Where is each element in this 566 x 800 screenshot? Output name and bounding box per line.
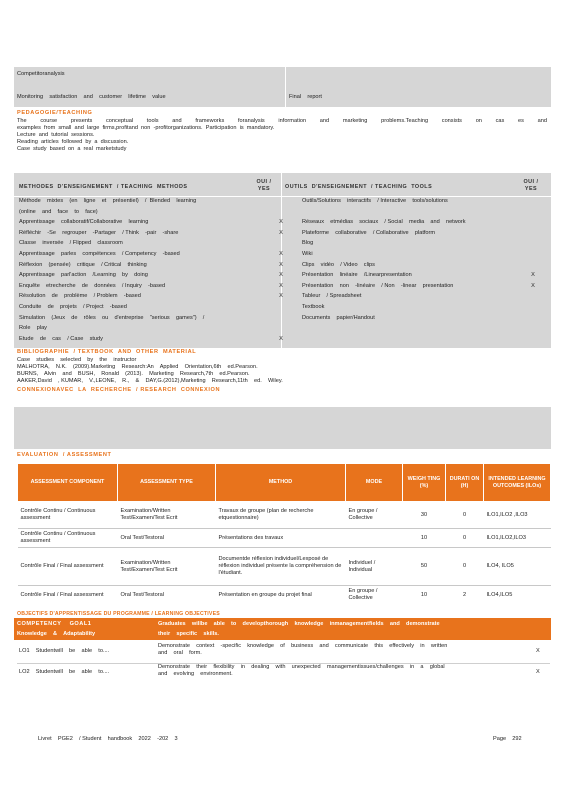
competitor-analysis-block — [14, 67, 551, 107]
tool-label: Tableur / Spreadsheet — [302, 293, 362, 300]
evaluation-row — [18, 529, 551, 548]
lo-text-line: Demonstrate context -specific knowledge of business and communicate this effectively in written — [158, 643, 448, 649]
tool-label: Documents papier/Handout — [302, 314, 375, 321]
assessment-method: Présentation en groupe du projet final — [216, 586, 346, 605]
pedagogie-heading: PEDAGOGIE/TEACHING — [17, 110, 93, 116]
learning-objective-row — [17, 643, 550, 664]
method-row — [17, 230, 550, 237]
method-row — [17, 293, 550, 300]
ilos: ILO4,ILO5 — [484, 586, 551, 605]
assessment-method: Travaux de groupe (plan de recherche etquestionnaire) — [216, 502, 346, 529]
bibliographie-text — [17, 357, 547, 385]
weighting: 30 — [403, 502, 446, 529]
competency-text-1: Graduates willbe able to developthorough knowledge inmanagementfields and demonstrate — [158, 621, 440, 627]
tool-label: Plateforme collaborative / Collaborative platform — [302, 229, 436, 236]
lo-text-line: Demonstrate their flexibility in dealing with unexpected managementissues/challenges in a global — [158, 664, 445, 670]
footer-page-number: Page 292 — [493, 736, 522, 742]
method-label: Classe inversée / Flipped classroom — [19, 240, 123, 247]
method-label: Apprentissage parles compétences / Competency -based — [19, 251, 180, 257]
ilos: ILO4, ILO5 — [484, 548, 551, 586]
method-label: Simulation (Jeux de rôles ou d'entreprise "serious games") / — [19, 314, 205, 321]
method-check: X — [279, 219, 283, 226]
method-label: Etude de cas / Case study — [19, 335, 103, 342]
competency-sub: Knowledge & Adaptability — [17, 631, 96, 637]
pedagogie-line: Reading articles followed by a discussion. — [17, 139, 129, 145]
tool-check: X — [531, 282, 535, 289]
method-row — [17, 262, 550, 269]
assessment-component: Contrôle Final / Final assessment — [18, 586, 118, 605]
tool-label: Présentation linéaire /Linearpresentation — [302, 272, 412, 279]
method-check: X — [279, 335, 283, 342]
methods-header: METHODES D'ENSEIGNEMENT / TEACHING METHODS — [19, 184, 188, 190]
pedagogie-line: The course presents conceptual tools and frameworks foranalysis information and marketing problems.Teaching consists on cas es and — [17, 118, 547, 124]
method-check: X — [279, 261, 283, 268]
method-row — [17, 209, 550, 216]
duration: 0 — [446, 529, 484, 548]
monitoring-line: Monitoring satisfaction and customer lifetime value — [17, 94, 166, 100]
method-check: X — [279, 251, 283, 257]
weighting: 10 — [403, 586, 446, 605]
tool-label: Présentation non -linéaire / Non -linear presentation — [302, 282, 454, 289]
method-check: X — [279, 293, 283, 300]
method-row — [17, 198, 550, 205]
evaluation-header-row — [18, 464, 551, 502]
pedagogie-line: examples from small and large firms,profitand non -profitorganizations. Participation is mandatory. — [17, 125, 275, 131]
bibliography-line: Case studies selected by the instructor — [17, 357, 137, 363]
method-label: Méthode mixtes (en ligne et présentiel) / Blended learning — [19, 198, 197, 204]
method-check: X — [279, 272, 283, 279]
method-label: Role play — [19, 325, 47, 332]
method-row — [17, 336, 550, 343]
method-label: (online and face to face) — [19, 208, 98, 215]
method-label: Apprentissage parl'action /Learning by doing — [19, 272, 148, 279]
competitor-analysis-title: Competitoranalysis — [17, 71, 65, 77]
block-divider — [285, 67, 286, 107]
connexion-heading: CONNEXIONAVEC LA RECHERCHE / RESEARCH CONNEXION — [17, 387, 221, 393]
col-duration: DURATI ON (H) — [446, 464, 484, 502]
tool-label: Textbook — [302, 304, 325, 310]
method-row — [17, 304, 550, 311]
assessment-method: Documentde réflexion individuel/Lexposé de réflexion individuel présente la compréhension de l'étudiant. — [216, 548, 346, 586]
col-weighting: WEIGH TING (%) — [403, 464, 446, 502]
learning-objective-row — [17, 664, 550, 684]
weighting: 10 — [403, 529, 446, 548]
weighting: 50 — [403, 548, 446, 586]
assessment-type: Oral Test/Testoral — [118, 586, 216, 605]
method-check: X — [279, 229, 283, 236]
tool-label: Réseaux etmédias sociaux / Social media and network — [302, 219, 466, 226]
evaluation-row — [18, 586, 551, 605]
tools-header: OUTILS D'ENSEIGNEMENT / TEACHING TOOLS — [285, 184, 433, 190]
tool-label: Wiki — [302, 251, 313, 257]
tool-label: Clips vidéo / Video clips — [302, 261, 375, 268]
bibliography-line: MALHOTRA, N.K. (2009).Marketing Research:An Applied Orientation,6th ed.Pearson. — [17, 364, 258, 370]
col-ilos: INTENDED LEARNING OUTCOMES (ILOs) — [484, 464, 551, 502]
assessment-type: Examination/Written Test/Examen/Test Ecrit — [118, 502, 216, 529]
method-label: Conduite de projets / Project -based — [19, 304, 127, 310]
competency-text-2: their specific skills. — [158, 631, 219, 637]
evaluation-body — [18, 502, 551, 605]
assessment-mode: En groupe / Collective — [346, 502, 403, 529]
footer-left: Livret PGE2 / Student handbook 2022 -202 3 — [38, 736, 178, 742]
method-row — [17, 219, 550, 226]
assessment-method: Présentations des travaux — [216, 529, 346, 548]
ilos: ILO1,ILO2,ILO3 — [484, 529, 551, 548]
assessment-component: Contrôle Final / Final assessment — [18, 548, 118, 586]
pedagogie-text — [17, 118, 547, 153]
assessment-mode — [346, 529, 403, 548]
assessment-type: Oral Test/Testoral — [118, 529, 216, 548]
duration: 0 — [446, 502, 484, 529]
method-label: Réfléchir -Se regrouper -Partager / Think -pair -share — [19, 229, 179, 236]
method-label: Apprentissage collaboratif/Collaborative learning — [19, 219, 149, 226]
duration: 2 — [446, 586, 484, 605]
method-row — [17, 283, 550, 290]
tools-oui-header: OUI / YES — [523, 179, 539, 192]
bibliography-line: AAKER,David , KUMAR, V.,LEONE, R., & DAY,G.(2012),Marketing Research,11th ed. Wiley. — [17, 378, 283, 384]
lo-check: X — [536, 648, 540, 654]
method-row — [17, 325, 550, 332]
evaluation-heading: EVALUATION / ASSESSMENT — [17, 452, 112, 458]
col-mode: MODE — [346, 464, 403, 502]
lo-code: LO1 Studentwill be able to.... — [19, 648, 110, 654]
ilos: ILO1,ILO2 ,ILO3 — [484, 502, 551, 529]
evaluation-table — [17, 463, 551, 604]
bibliographie-heading: BIBLIOGRAPHIE / TEXTBOOK AND OTHER MATERIAL — [17, 349, 197, 355]
tool-label: Blog — [302, 240, 314, 247]
connexion-block — [14, 407, 551, 449]
lo-text-line: and evolving environment. — [158, 671, 233, 677]
assessment-type: Examination/Written Test/Examen/Test Ecrit — [118, 548, 216, 586]
method-label: Enquête etrecherche de données / Inquiry -based — [19, 282, 166, 289]
objectifs-heading: OBJECTIFS D'APPRENTISSAGE DU PROGRAMME / LEARNING OBJECTIVES — [17, 611, 220, 617]
method-check: X — [279, 282, 283, 289]
tool-check: X — [531, 272, 535, 279]
method-row — [17, 251, 550, 258]
assessment-component: Contrôle Continu / Continuous assessment — [18, 529, 118, 548]
method-row — [17, 315, 550, 322]
pedagogie-line: Lecture and tutorial sessions. — [17, 132, 95, 138]
assessment-mode: En groupe / Collective — [346, 586, 403, 605]
lo-check: X — [536, 669, 540, 675]
method-label: Résolution de problème / Problem -based — [19, 293, 141, 300]
methods-oui-header: OUI / YES — [256, 179, 272, 192]
assessment-mode: Individuel / Individual — [346, 548, 403, 586]
lo-code: LO2 Studentwill be able to.... — [19, 669, 110, 675]
methods-header-rule — [14, 196, 551, 197]
pedagogie-line: Case study based on a real marketstudy — [17, 146, 127, 152]
assessment-component: Contrôle Continu / Continuous assessment — [18, 502, 118, 529]
final-report: Final report — [289, 94, 322, 100]
evaluation-row — [18, 548, 551, 586]
bibliography-line: BURNS, Alvin and BUSH, Ronald (2013). Marketing Research,7th ed.Pearson. — [17, 371, 250, 377]
evaluation-row — [18, 502, 551, 529]
lo-text-line: and oral form. — [158, 650, 202, 656]
tool-label: Outils/Solutions interactifs / Interactive tools/solutions — [302, 198, 448, 204]
competency-label: COMPETENCY GOAL1 — [17, 621, 92, 627]
col-method: METHOD — [216, 464, 346, 502]
method-row — [17, 240, 550, 247]
col-assessment-type: ASSESSMENT TYPE — [118, 464, 216, 502]
method-row — [17, 272, 550, 279]
duration: 0 — [446, 548, 484, 586]
method-label: Réflexion (pensée) critique / Critical thinking — [19, 261, 147, 268]
col-assessment-component: ASSESSMENT COMPONENT — [18, 464, 118, 502]
